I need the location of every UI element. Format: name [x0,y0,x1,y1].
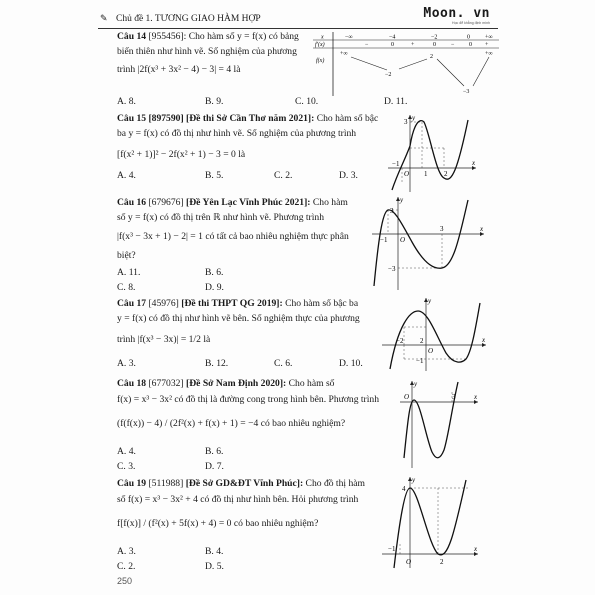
bvt-x-label: x [321,34,324,41]
svg-text:3: 3 [390,207,394,215]
svg-text:O: O [400,236,406,244]
svg-text:O: O [404,393,410,401]
svg-text:+∞: +∞ [340,51,348,57]
svg-text:2: 2 [420,337,424,345]
q14-line1: Câu 14 [955456]: Cho hàm số y = f(x) có bảng [117,31,299,42]
svg-text:−: − [365,42,369,48]
q15-line3: [f(x² + 1)]² − 2f(x² + 1) − 3 = 0 là [117,149,246,160]
svg-text:x: x [472,159,476,167]
svg-text:x: x [480,225,484,233]
q19-line1: Câu 19 [511988] [Đề Sở GD&ĐT Vĩnh Phúc]: Cho đồ thị hàm [117,478,365,489]
q19-line3: f[f(x)] / (f²(x) + 5f(x) + 4) = 0 có bao nhiêu nghiệm? [117,518,319,529]
svg-text:2: 2 [430,54,433,60]
page-number: 250 [117,576,133,586]
q16-option-a[interactable]: A. 11. [117,267,141,278]
q17-line1: Câu 17 [45976] [Đề thi THPT QG 2019]: Cho hàm số bậc ba [117,298,359,309]
svg-text:+: + [411,42,415,48]
q15-option-c[interactable]: C. 2. [274,170,293,181]
q14-line3: trình |2f(x³ + 3x² − 4) − 3| = 4 là [117,64,241,75]
svg-text:+: + [485,42,489,48]
q16-graph [368,194,488,292]
page-header [98,6,498,29]
svg-text:0: 0 [469,42,472,48]
brand-logo: Moon. vn [423,6,490,21]
q15-option-d[interactable]: D. 3. [339,170,358,181]
q16-option-b[interactable]: B. 6. [205,267,224,278]
q18-option-d[interactable]: D. 7. [205,461,224,472]
q18-option-c[interactable]: C. 3. [117,461,136,472]
q14-line2: biến thiên như hình vẽ. Số nghiệm của phương [117,46,297,57]
svg-text:−2: −2 [431,34,438,41]
q15-line1: Câu 15 [897590] [Đề thi Sở Cần Thơ năm 2021]: Cho hàm số bậc [117,113,379,124]
svg-text:−2: −2 [396,337,404,345]
q17-line3: trình |f(x³ − 3x)| = 1/2 là [117,334,211,345]
svg-text:y: y [412,114,416,122]
q17-option-c[interactable]: C. 6. [274,358,293,369]
svg-text:+∞: +∞ [485,51,493,57]
svg-text:−1: −1 [388,545,396,553]
brand-tagline: Học để khẳng định mình [452,21,490,25]
q17-option-a[interactable]: A. 3. [117,358,136,369]
q16-option-d[interactable]: D. 9. [205,282,224,293]
svg-text:0: 0 [391,42,394,48]
svg-text:−3: −3 [463,89,470,95]
svg-text:−3: −3 [388,265,396,273]
q19-option-b[interactable]: B. 4. [205,546,224,557]
q18-option-a[interactable]: A. 4. [117,446,136,457]
q15-option-a[interactable]: A. 4. [117,170,136,181]
svg-text:−∞: −∞ [345,34,353,41]
q17-option-d[interactable]: D. 10. [339,358,363,369]
chapter-title: Chủ đề 1. TƯƠNG GIAO HÀM HỢP [116,14,261,24]
q17-line2: y = f(x) có đồ thị như hình vẽ bên. Số nghiệm thực của phương [117,313,360,324]
q15-line2: ba y = f(x) có đồ thị như hình vẽ. Số nghiệm của phương trình [117,128,357,139]
q18-option-b[interactable]: B. 6. [205,446,224,457]
q16-line1: Câu 16 [679676] [Đề Yên Lạc Vĩnh Phúc 2021]: Cho hàm [117,197,348,208]
svg-text:f′(x): f′(x) [315,42,325,48]
q14-option-c[interactable]: C. 10. [295,96,319,107]
q18-line3: (f(f(x)) − 4) / (2f²(x) + f(x) + 1) = −4 có bao nhiêu nghiệm? [117,418,346,429]
svg-text:2: 2 [444,170,448,178]
svg-text:1: 1 [424,170,428,178]
q19-option-a[interactable]: A. 3. [117,546,136,557]
svg-text:x: x [474,393,478,401]
svg-text:−2: −2 [385,72,392,78]
svg-text:O: O [404,170,410,178]
q19-graph [380,474,480,570]
q18-line1: Câu 18 [677032] [Đề Sở Nam Định 2020]: Cho hàm số [117,378,335,389]
svg-text:−1: −1 [392,160,400,168]
svg-text:y: y [400,196,404,204]
svg-text:y: y [412,476,416,484]
q18-line2: f(x) = x³ − 3x² có đồ thị là đường cong trong hình bên. Phương trình [117,394,380,405]
q16-option-c[interactable]: C. 8. [117,282,136,293]
svg-text:x: x [482,336,486,344]
svg-text:3: 3 [440,225,444,233]
svg-text:0: 0 [433,42,436,48]
q19-option-d[interactable]: D. 5. [205,561,224,572]
svg-text:0: 0 [467,34,470,41]
q19-line2: số f(x) = x³ − 3x² + 4 có đồ thị như hình bên. Hỏi phương trình [117,494,359,505]
svg-text:f(x): f(x) [316,58,325,64]
svg-text:−1: −1 [380,236,388,244]
q16-line3: |f(x³ − 3x + 1) − 2| = 1 có tất cả bao nhiêu nghiệm thực phân [117,231,349,242]
svg-text:−4: −4 [389,34,396,41]
q16-line4: biệt? [117,250,136,261]
q16-line2: số y = f(x) có đồ thị trên ℝ như hình vẽ. Phương trình [117,212,325,223]
svg-text:2: 2 [440,558,444,566]
svg-text:y: y [414,380,418,388]
svg-text:x: x [474,545,478,553]
q17-graph [380,295,488,373]
svg-text:O: O [428,347,434,355]
q14-option-d[interactable]: D. 11. [384,96,408,107]
svg-text:4: 4 [402,485,406,493]
svg-text:−: − [451,42,455,48]
svg-text:+∞: +∞ [485,34,493,41]
q15-option-b[interactable]: B. 5. [205,170,224,181]
svg-text:y: y [428,297,432,305]
q17-option-b[interactable]: B. 12. [205,358,229,369]
q15-graph [384,112,480,194]
pen-icon: ✎ [100,14,108,24]
variation-table [313,32,499,96]
svg-text:3: 3 [452,393,456,401]
svg-text:3: 3 [404,118,408,126]
q19-option-c[interactable]: C. 2. [117,561,136,572]
svg-text:−1: −1 [416,357,424,365]
svg-text:O: O [406,558,412,566]
q14-option-a[interactable]: A. 8. [117,96,136,107]
q14-option-b[interactable]: B. 9. [205,96,224,107]
q18-graph [398,378,480,470]
